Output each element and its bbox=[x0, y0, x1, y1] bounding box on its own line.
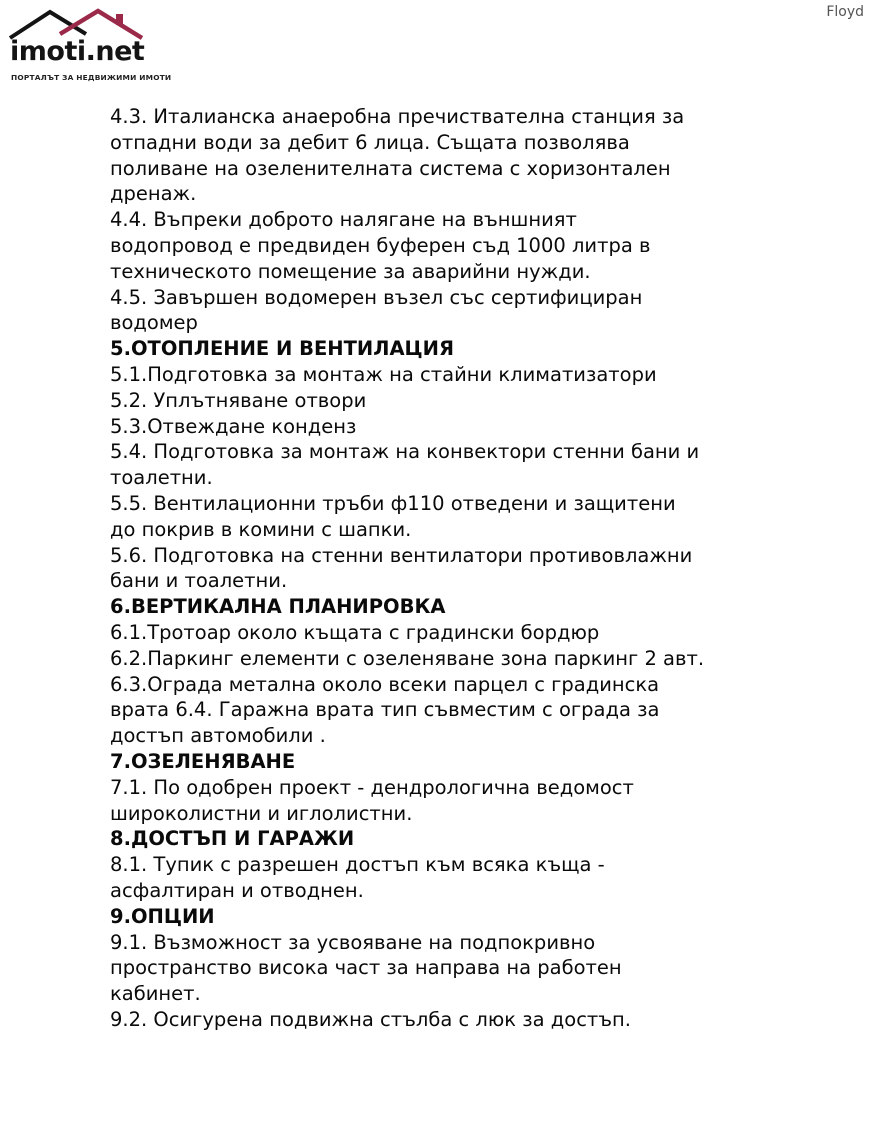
text-line: 5.6. Подготовка на стенни вентилатори противовлажни bbox=[110, 543, 693, 567]
site-logo[interactable] bbox=[8, 8, 172, 83]
text-line: 5.3.Отвеждане конденз bbox=[110, 414, 357, 438]
document-body bbox=[110, 104, 790, 1033]
text-line: тоалетни. bbox=[110, 466, 213, 490]
text-line: водомер bbox=[110, 311, 198, 335]
text-line: широколистни и иглолистни. bbox=[110, 801, 413, 825]
section-heading: 6.ВЕРТИКАЛНА ПЛАНИРОВКА bbox=[110, 595, 446, 619]
section-heading: 7.ОЗЕЛЕНЯВАНЕ bbox=[110, 749, 296, 773]
text-line: отпадни води за дебит 6 лица. Същата позволява bbox=[110, 130, 630, 154]
section-heading: 5.ОТОПЛЕНИЕ И ВЕНТИЛАЦИЯ bbox=[110, 337, 454, 361]
text-line: 5.2. Уплътняване отвори bbox=[110, 388, 367, 412]
text-line: до покрив в комини с шапки. bbox=[110, 517, 412, 541]
logo-wordmark: imoti.net bbox=[10, 36, 145, 67]
text-line: врата 6.4. Гаражна врата тип съвместим с ограда за bbox=[110, 698, 660, 722]
text-line: 6.1.Тротоар около къщата с градински бордюр bbox=[110, 620, 600, 644]
text-line: кабинет. bbox=[110, 982, 201, 1006]
text-line: 5.1.Подготовка за монтаж на стайни климатизатори bbox=[110, 362, 657, 386]
text-line: 9.1. Възможност за усвояване на подпокривно bbox=[110, 930, 596, 954]
text-line: 4.4. Въпреки доброто налягане на външният bbox=[110, 208, 577, 232]
text-line: 4.3. Италианска анаеробна пречиствателна станция за bbox=[110, 105, 685, 128]
text-line: поливане на озеленителната система с хоризонтален bbox=[110, 156, 671, 180]
text-line: асфалтиран и отводнен. bbox=[110, 878, 364, 902]
text-line: 6.3.Ограда метална около всеки парцел с градинска bbox=[110, 672, 660, 696]
text-line: 4.5. Завършен водомерен възел със сертифициран bbox=[110, 285, 643, 309]
text-line: бани и тоалетни. bbox=[110, 569, 288, 593]
text-line: пространство висока част за направа на работен bbox=[110, 956, 622, 980]
text-line: 9.2. Осигурена подвижна стълба с люк за достъп. bbox=[110, 1007, 632, 1031]
text-line: 5.4. Подготовка за монтаж на конвектори стенни бани и bbox=[110, 440, 700, 464]
text-line: дренаж. bbox=[110, 182, 197, 206]
text-line: 5.5. Вентилационни тръби ф110 отведени и защитени bbox=[110, 491, 676, 515]
text-line: 7.1. По одобрен проект - дендрологична ведомост bbox=[110, 775, 634, 799]
text-line: водопровод е предвиден буферен съд 1000 литра в bbox=[110, 233, 651, 257]
section-heading: 8.ДОСТЪП И ГАРАЖИ bbox=[110, 827, 355, 851]
section-heading: 9.ОПЦИИ bbox=[110, 904, 215, 928]
text-line: достъп автомобили . bbox=[110, 724, 326, 748]
text-line: 6.2.Паркинг елементи с озеленяване зона паркинг 2 авт. bbox=[110, 646, 705, 670]
watermark: Floyd bbox=[826, 4, 864, 20]
text-line: техническото помещение за аварийни нужди. bbox=[110, 259, 591, 283]
logo-tagline: ПОРТАЛЪТ ЗА НЕДВИЖИМИ ИМОТИ bbox=[11, 73, 172, 82]
text-line: 8.1. Тупик с разрешен достъп към всяка къща - bbox=[110, 853, 605, 877]
